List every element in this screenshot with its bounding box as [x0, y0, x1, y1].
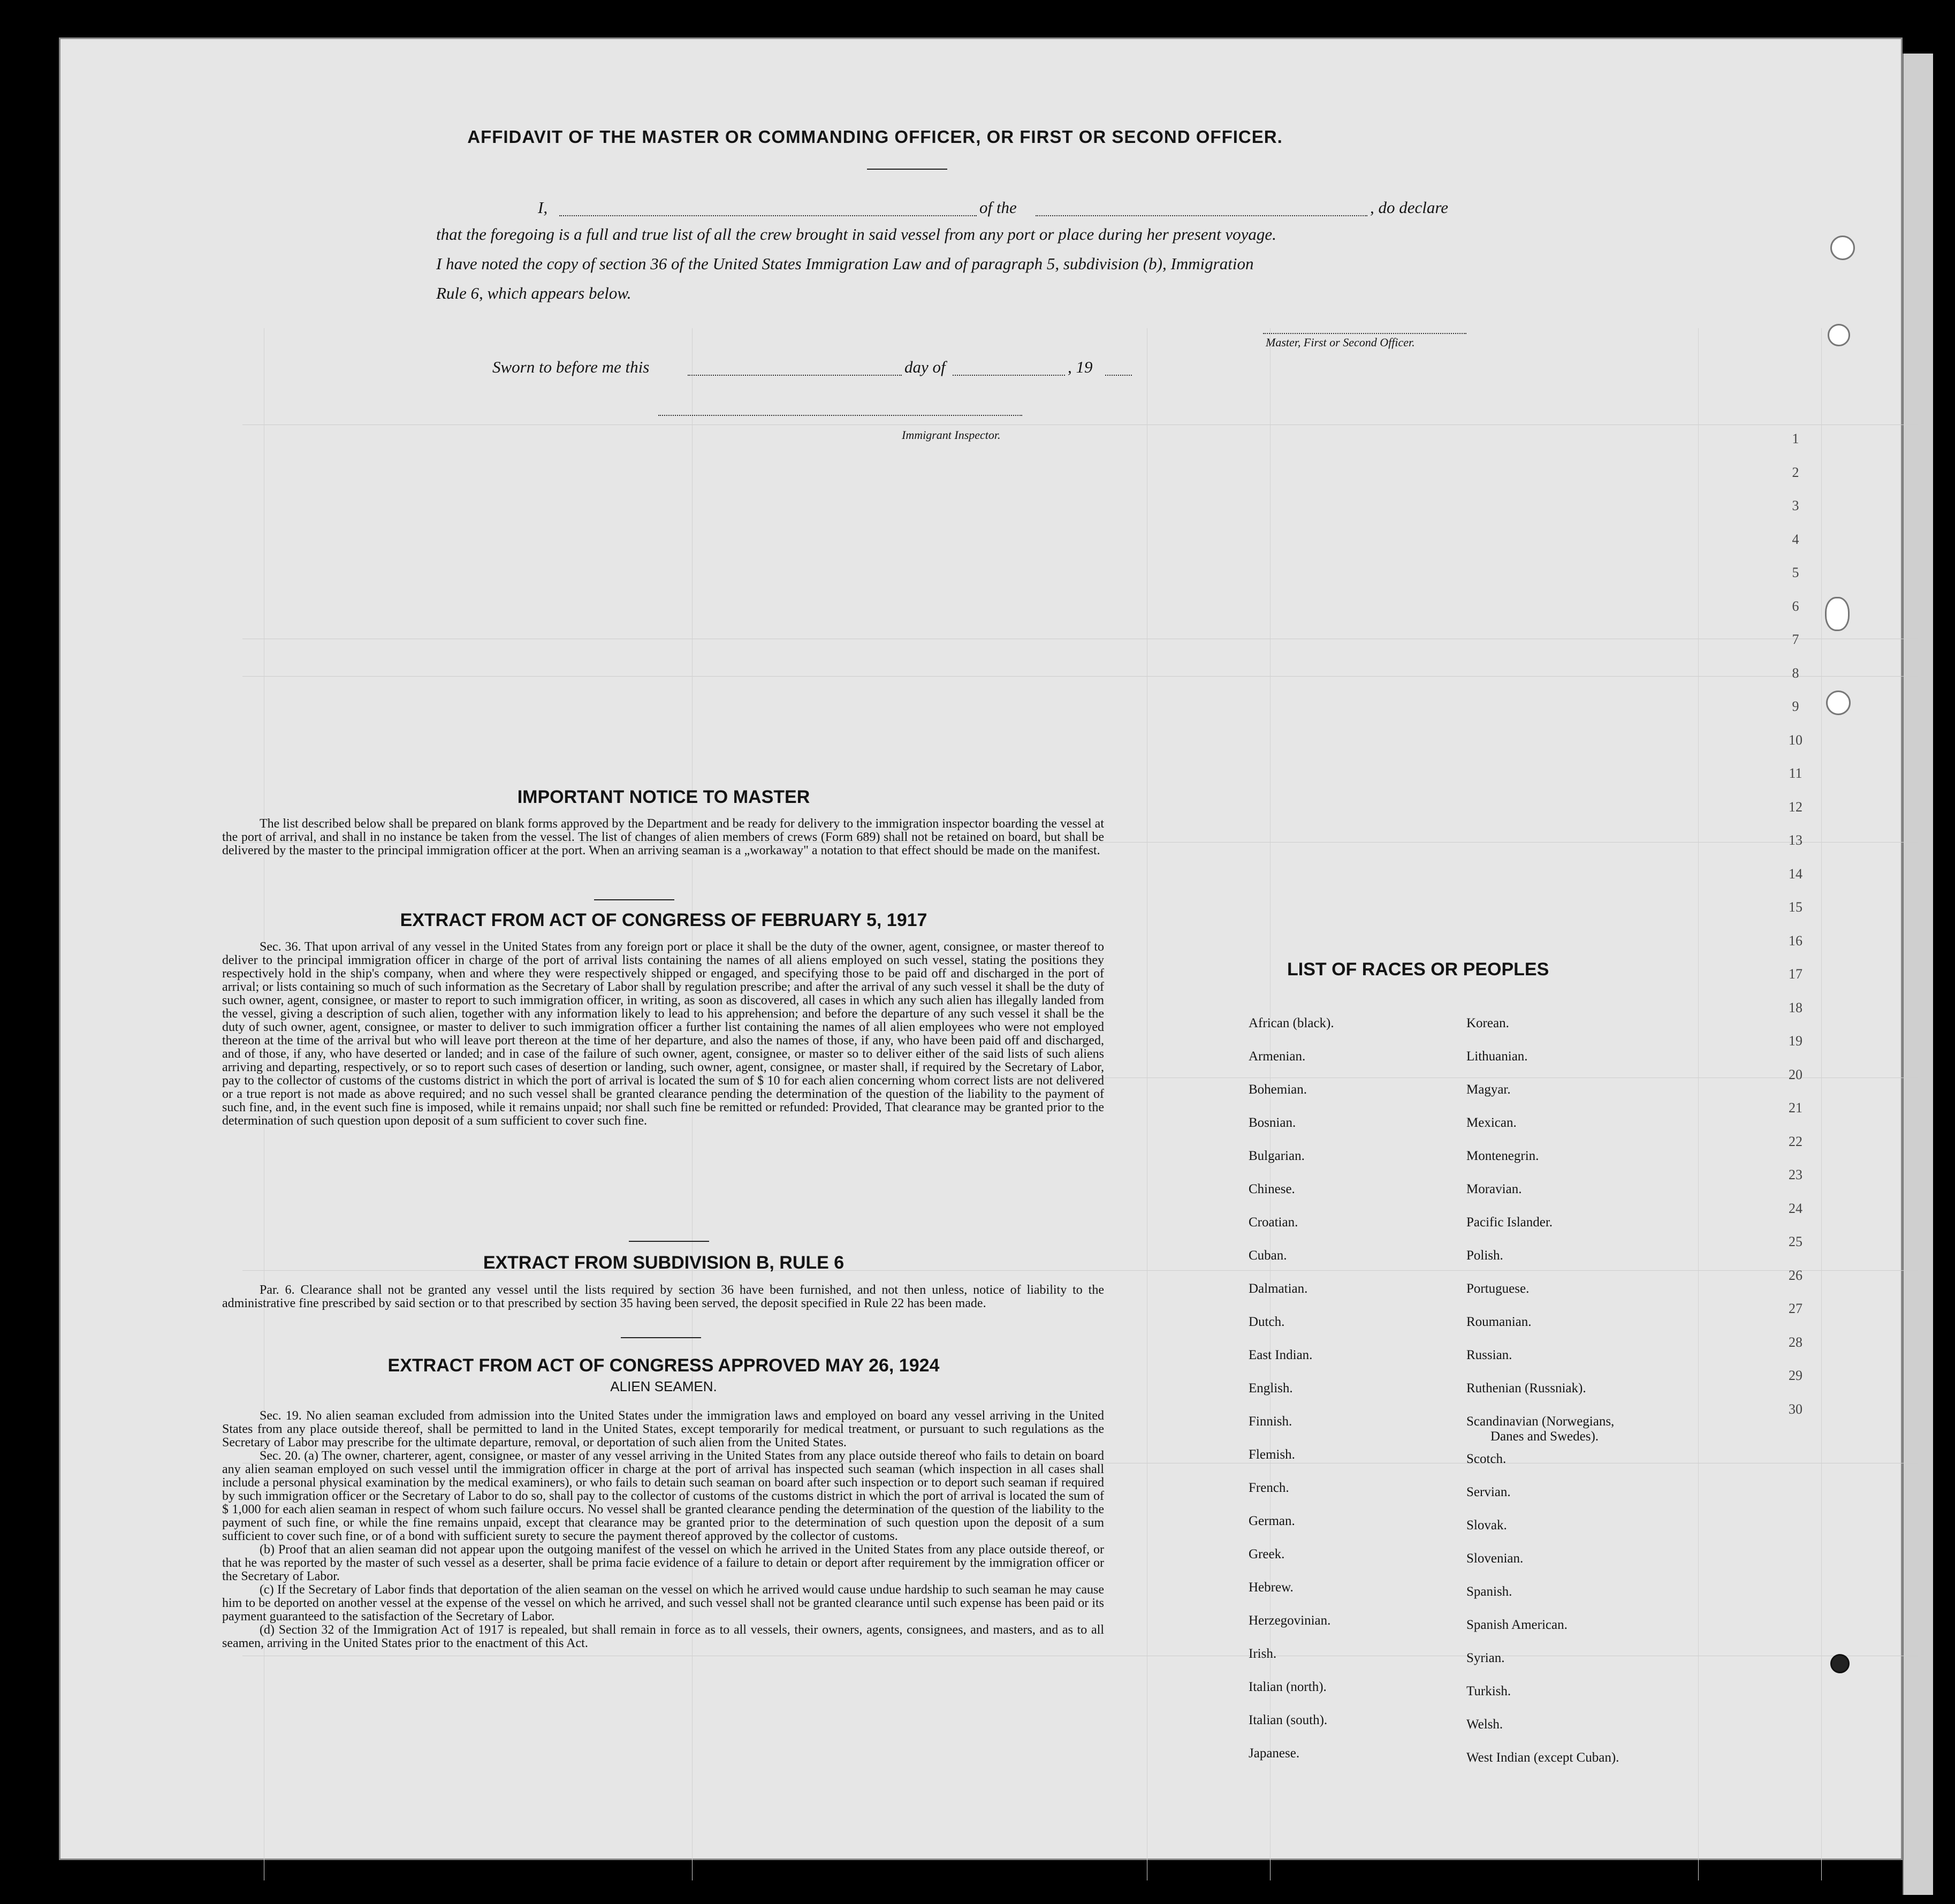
signature-blank [1263, 333, 1466, 334]
sec-20a-paragraph: Sec. 20. (a) The owner, charterer, agent, consignee, or master of any vessel arriving in the United States from any place outside thereof who fails to detain on board any alien seaman employed on such vessel until the immigration officer in charge at the port of arrival has inspected such seaman (which inspection in all cases shall include a personal physical examination by the medical examiners), or who fails to detain such seaman on board after such inspection or to deport such seaman if required by such immigration officer or the Secretary of Labor to do so, shall pay to the collector of customs of the customs district in which the port of arrival is located the sum of $ 1,000 for each alien seaman in respect of whom such failure occurs. No vessel shall be granted clearance pending the determination of the question of the liability to the payment of such fine, or while the fine remains unpaid, except that clearance may be granted prior to the determination of such question upon the deposit of a sum sufficient to cover such fine, or of a bond with sufficient surety to secure the payment thereof approved by the collector of customs. [222, 1449, 1104, 1543]
sworn-line-mid: day of [904, 358, 946, 376]
race-item: Russian. [1466, 1348, 1512, 1362]
race-item: Flemish. [1249, 1447, 1295, 1462]
race-item: Italian (north). [1249, 1680, 1327, 1694]
race-item: Lithuanian. [1466, 1049, 1528, 1064]
race-item: Spanish American. [1466, 1618, 1568, 1632]
race-item: German. [1249, 1514, 1295, 1528]
race-item: Polish. [1466, 1248, 1503, 1263]
race-item: Armenian. [1249, 1049, 1306, 1064]
name-blank [559, 215, 977, 216]
race-item: Bosnian. [1249, 1116, 1296, 1130]
row-number: 7 [1792, 632, 1799, 647]
race-item: Finnish. [1249, 1414, 1292, 1429]
race-item: Portuguese. [1466, 1281, 1530, 1296]
affidavit-line1-mid: of the [979, 198, 1017, 217]
row-number: 14 [1789, 866, 1802, 882]
act-1924-title: EXTRACT FROM ACT OF CONGRESS APPROVED MAY 26, 1924 [387, 1355, 940, 1376]
race-item: Cuban. [1249, 1248, 1287, 1263]
binder-hole [1826, 691, 1851, 715]
row-number: 12 [1789, 799, 1802, 815]
row-number: 30 [1789, 1401, 1802, 1417]
race-item: Herzegovinian. [1249, 1613, 1331, 1628]
affidavit-line4: Rule 6, which appears below. [436, 284, 632, 302]
row-number: 4 [1792, 532, 1799, 547]
race-item: Mexican. [1466, 1116, 1517, 1130]
row-number: 16 [1789, 933, 1802, 949]
affidavit-line2: that the foregoing is a full and true list of all the crew brought in said vessel from any port or place during her present voyage. [436, 225, 1276, 244]
race-item: English. [1249, 1381, 1293, 1395]
row-number: 29 [1789, 1368, 1802, 1383]
row-number: 26 [1789, 1268, 1802, 1283]
row-number: 22 [1789, 1134, 1802, 1149]
sec-20d-paragraph: (d) Section 32 of the Immigration Act of 1917 is repealed, but shall remain in force as to all vessels, their owners, agents, consignees, and masters, and as to all seamen, arriving in the United States prior to the enactment of this Act. [222, 1623, 1104, 1650]
race-item: Magyar. [1466, 1082, 1511, 1097]
row-number: 23 [1789, 1167, 1802, 1182]
page-edge [1903, 54, 1933, 1895]
row-number: 13 [1789, 832, 1802, 848]
title-rule [867, 169, 947, 170]
row-number: 24 [1789, 1201, 1802, 1216]
race-item: Roumanian. [1466, 1315, 1532, 1329]
race-item: Dutch. [1249, 1315, 1285, 1329]
vessel-blank [1036, 215, 1367, 216]
row-number: 8 [1792, 665, 1799, 681]
race-item: Servian. [1466, 1485, 1511, 1499]
race-item: Moravian. [1466, 1182, 1522, 1196]
race-item: Italian (south). [1249, 1713, 1328, 1727]
row-number: 21 [1789, 1100, 1802, 1116]
race-item: Ruthenian (Russniak). [1466, 1381, 1586, 1395]
binder-hole [1828, 324, 1850, 346]
act-1924-subtitle: ALIEN SEAMEN. [610, 1378, 717, 1394]
race-item: Japanese. [1249, 1746, 1300, 1761]
row-number: 6 [1792, 598, 1799, 614]
rule6-text [222, 1284, 1104, 1310]
row-number: 9 [1792, 699, 1799, 714]
rule6-rule [621, 1337, 701, 1338]
race-item: Bulgarian. [1249, 1149, 1305, 1163]
race-item: Scandinavian (Norwegians, [1466, 1414, 1615, 1429]
row-number: 5 [1792, 565, 1799, 580]
race-item: Welsh. [1466, 1717, 1503, 1732]
affidavit-line1-start: I, [538, 198, 548, 217]
act-1917-rule [629, 1241, 709, 1242]
race-item: Hebrew. [1249, 1580, 1294, 1595]
race-item: Slovak. [1466, 1518, 1507, 1533]
race-item: Scotch. [1466, 1452, 1507, 1466]
sec-20b-paragraph: (b) Proof that an alien seaman did not appear upon the outgoing manifest of the vessel on which he arrived in the United States from any place outside thereof, or that he was reported by the master of such vessel as a deserter, shall be prima facie evidence of a failure to detain or deport after requirement by the immigration officer or the Secretary of Labor. [222, 1543, 1104, 1583]
act-1917-title: EXTRACT FROM ACT OF CONGRESS OF FEBRUARY 5, 1917 [400, 910, 927, 930]
race-item: Dalmatian. [1249, 1281, 1308, 1296]
sec-19-paragraph: Sec. 19. No alien seaman excluded from admission into the United States under the immigration laws and employed on board any vessel arriving in the United States from any place outside thereof, shall be permitted to land in the United States, except temporarily for medical treatment, or pursuant to such regulations as the Secretary of Labor may prescribe for the ultimate departure, removal, or deportation of such alien from the United States. [222, 1409, 1104, 1450]
row-number: 10 [1789, 732, 1802, 748]
race-item: East Indian. [1249, 1348, 1313, 1362]
sworn-line-start: Sworn to before me this [492, 358, 650, 376]
inspector-blank [658, 415, 1022, 416]
affidavit-line1-end: , do declare [1370, 198, 1449, 217]
race-item: Bohemian. [1249, 1082, 1307, 1097]
sworn-year-blank [1105, 375, 1132, 376]
binder-hole [1825, 597, 1850, 631]
race-item: Korean. [1466, 1016, 1509, 1030]
row-number: 11 [1789, 765, 1802, 781]
notice-title: IMPORTANT NOTICE TO MASTER [517, 787, 810, 807]
row-number: 3 [1792, 498, 1799, 513]
sec-20c-paragraph: (c) If the Secretary of Labor finds that deportation of the alien seaman on the vessel on which he arrived would cause undue hardship to such seaman he may cause him to be deported on another vessel at the expense of the vessel on which he arrived, and such vessel shall not be granted clearance until such expense has been paid or its payment guaranteed to the satisfaction of the Secretary of Labor. [222, 1583, 1104, 1624]
race-item: Greek. [1249, 1547, 1285, 1561]
act-1924-text [222, 1409, 1104, 1650]
rule6-title: EXTRACT FROM SUBDIVISION B, RULE 6 [483, 1253, 845, 1273]
race-item: Syrian. [1466, 1651, 1505, 1665]
affidavit-title: AFFIDAVIT OF THE MASTER OR COMMANDING OFFICER, OR FIRST OR SECOND OFFICER. [467, 127, 1283, 147]
par-6-paragraph: Par. 6. Clearance shall not be granted any vessel until the lists required by section 36 have been furnished, and not then unless, notice of liability to the administrative fine prescribed by said section or to that prescribed by section 35 having been served, the deposit specified in Rule 22 has been made. [222, 1283, 1104, 1310]
notice-rule [594, 899, 674, 900]
row-number: 17 [1789, 966, 1802, 982]
race-item: Croatian. [1249, 1215, 1298, 1230]
row-number: 25 [1789, 1234, 1802, 1249]
races-title: LIST OF RACES OR PEOPLES [1287, 959, 1549, 980]
row-number: 18 [1789, 1000, 1802, 1015]
race-item: Turkish. [1466, 1684, 1511, 1698]
punch-mark [1830, 1654, 1850, 1673]
signature-caption: Master, First or Second Officer. [1266, 336, 1415, 349]
sec-36-paragraph: Sec. 36. That upon arrival of any vessel in the United States from any foreign port or place it shall be the duty of the owner, agent, consignee, or master thereof to deliver to the principal immigration officer in charge of the port of arrival lists containing the names of all aliens employed on such vessel, stating the positions they respectively hold in the ship's company, when and where they were respectively shipped or engaged, and specifying those to be paid off and discharged in the port of arrival; or lists containing so much of such information as the Secretary of Labor shall by regulation prescribe; and after the arrival of any such vessel it shall be the duty of such owner, agent, consignee, or master to report to such immigration officer, in writing, as soon as discovered, all cases in which any such alien has illegally landed from the vessel, giving a description of such alien, together with any information likely to lead to his apprehension; and before the departure of any such vessel it shall be the duty of such owner, agent, consignee, or master to deliver to such immigration officer a further list containing the names of all alien employees who were not employed thereon at the time of the arrival but who will leave port thereon at the time of her departure, and also the names of those, if any, who have been paid off and discharged, and of those, if any, who have deserted or landed; and in case of the failure of such owner, agent, consignee, or master so to deliver either of the said lists of such aliens arriving and departing, respectively, or so to report such cases of desertion or landing, such owner, agent, consignee, or master shall, if required by the Secretary of Labor, pay to the collector of customs of the customs district in which the port of arrival is located the sum of $ 10 for each alien concerning whom correct lists are not delivered or a true report is not made as above required; and no such vessel shall be granted clearance pending the determination of the question of the liability to the payment of such fine, and, in the event such fine is imposed, while it remains unpaid; nor shall such fine be remitted or refunded: Provided, That clearance may be granted prior to the determination of such question upon deposit of a sum sufficient to cover such fine. [222, 940, 1104, 1128]
race-item: Chinese. [1249, 1182, 1295, 1196]
notice-text [222, 817, 1104, 858]
row-number: 27 [1789, 1301, 1802, 1316]
race-item: West Indian (except Cuban). [1466, 1750, 1619, 1765]
sworn-line-end: , 19 [1068, 358, 1093, 376]
race-item: Slovenian. [1466, 1551, 1524, 1566]
row-number: 1 [1792, 431, 1799, 446]
race-item: Spanish. [1466, 1584, 1512, 1599]
binder-hole [1830, 236, 1855, 260]
race-item: Montenegrin. [1466, 1149, 1539, 1163]
sworn-month-blank [953, 375, 1065, 376]
row-number: 19 [1789, 1033, 1802, 1049]
race-item: African (black). [1249, 1016, 1334, 1030]
inspector-caption: Immigrant Inspector. [902, 428, 1001, 442]
race-item: French. [1249, 1481, 1289, 1495]
act-1917-text [222, 940, 1104, 1128]
row-number: 2 [1792, 465, 1799, 480]
race-item: Danes and Swedes). [1490, 1429, 1599, 1444]
notice-paragraph: The list described below shall be prepared on blank forms approved by the Department and be ready for delivery to the immigration inspector boarding the vessel at the port of arrival, and shall in no instance be taken from the vessel. The list of changes of alien members of crews (Form 689) shall not be retained on board, but shall be delivered by the master to the principal immigration officer at the port. When an arriving seaman is a „workaway" a notation to that effect should be made on the manifest. [222, 817, 1104, 858]
race-item: Irish. [1249, 1647, 1277, 1661]
row-number: 20 [1789, 1067, 1802, 1082]
row-number: 15 [1789, 899, 1802, 915]
sworn-day-blank [688, 375, 902, 376]
row-number: 28 [1789, 1334, 1802, 1350]
affidavit-line3: I have noted the copy of section 36 of the United States Immigration Law and of paragraph 5, subdivision (b), Immigration [436, 254, 1254, 273]
race-item: Pacific Islander. [1466, 1215, 1553, 1230]
